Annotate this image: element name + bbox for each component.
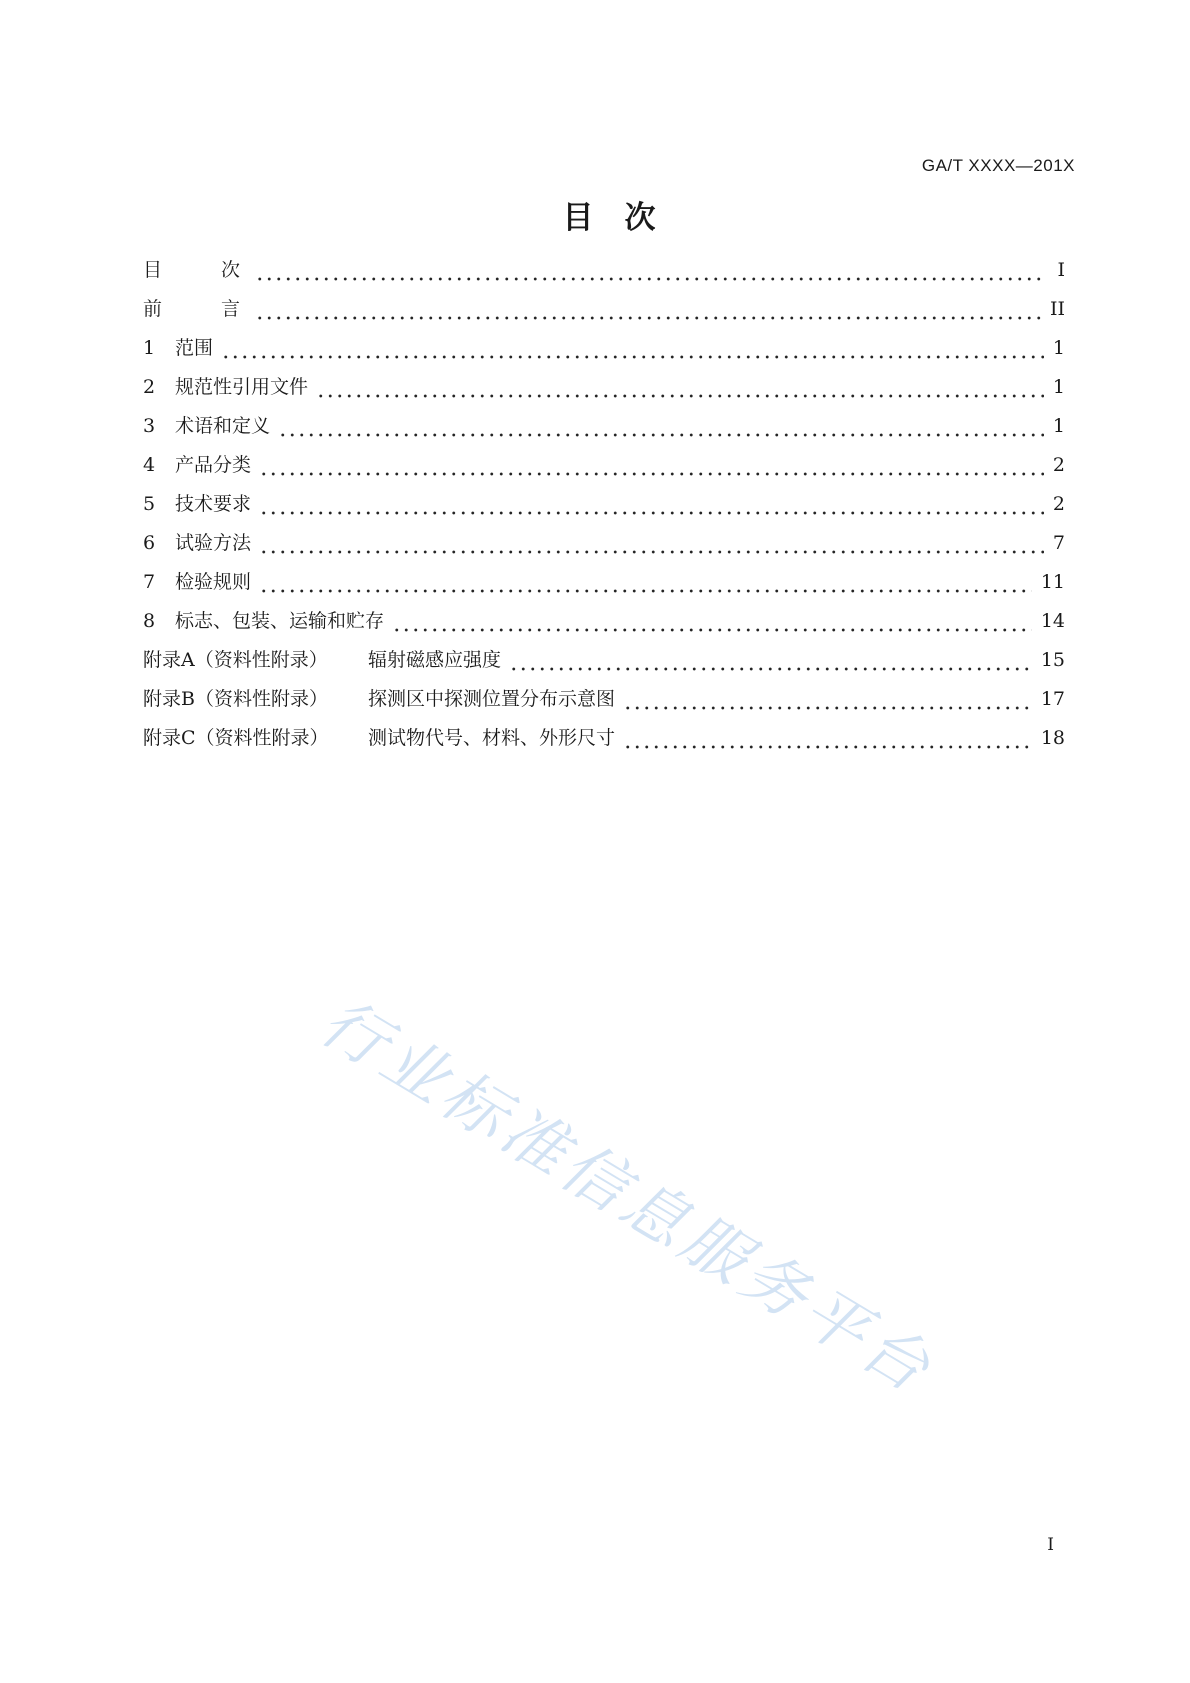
toc-entry-title: 前 言 xyxy=(143,298,248,320)
toc-entry-4 xyxy=(143,446,1065,485)
dot-leader xyxy=(257,446,1044,485)
toc-appendix-label: 附录C（资料性附录） xyxy=(143,727,329,749)
dot-leader xyxy=(257,524,1044,563)
toc-page-number: 11 xyxy=(1040,571,1065,593)
dot-leader xyxy=(390,602,1032,641)
toc-entry-1 xyxy=(143,329,1065,368)
toc-page-number: 1 xyxy=(1052,337,1065,359)
toc-entry-number: 7 xyxy=(143,571,156,593)
toc-entry-title: 标志、包装、运输和贮存 xyxy=(175,610,385,632)
dot-leader xyxy=(257,563,1032,602)
toc-entry-appendix-a xyxy=(143,641,1065,680)
toc-entry-title: 检验规则 xyxy=(175,571,252,593)
toc-page-number: 2 xyxy=(1052,493,1065,515)
table-of-contents xyxy=(143,251,1065,758)
footer-page-number: I xyxy=(1047,1535,1054,1555)
dot-leader xyxy=(621,680,1032,719)
toc-entry-foreword xyxy=(143,290,1065,329)
toc-entry-2 xyxy=(143,368,1065,407)
dot-leader xyxy=(276,407,1044,446)
toc-entry-8 xyxy=(143,602,1065,641)
toc-page-number: 7 xyxy=(1052,532,1065,554)
toc-page-number: 2 xyxy=(1052,454,1065,476)
toc-entry-number: 6 xyxy=(143,532,156,554)
dot-leader xyxy=(621,719,1032,758)
toc-entry-appendix-c xyxy=(143,719,1065,758)
toc-entry-number: 8 xyxy=(143,610,156,632)
toc-entry-number: 2 xyxy=(143,376,156,398)
watermark: 行业标准信息服务平台 xyxy=(307,985,946,1410)
dot-leader xyxy=(219,329,1044,368)
toc-page-number: 17 xyxy=(1040,688,1065,710)
standard-code: GA/T XXXX—201X xyxy=(921,156,1075,175)
toc-entry-3 xyxy=(143,407,1065,446)
toc-entry-contents xyxy=(143,251,1065,290)
toc-entry-5 xyxy=(143,485,1065,524)
toc-entry-number: 4 xyxy=(143,454,156,476)
toc-appendix-label: 附录A（资料性附录） xyxy=(143,649,328,671)
toc-entry-number: 1 xyxy=(143,337,156,359)
page-title: 目 次 xyxy=(562,200,656,236)
dot-leader xyxy=(257,485,1044,524)
toc-page-number: II xyxy=(1049,298,1065,320)
toc-page-number: 15 xyxy=(1040,649,1065,671)
toc-entry-number: 5 xyxy=(143,493,156,515)
toc-entry-7 xyxy=(143,563,1065,602)
toc-entry-title: 目 次 xyxy=(143,259,248,281)
toc-entry-title: 产品分类 xyxy=(175,454,252,476)
toc-page-number: 1 xyxy=(1052,415,1065,437)
toc-page-number: 1 xyxy=(1052,376,1065,398)
toc-entry-title: 试验方法 xyxy=(175,532,252,554)
toc-entry-title: 范围 xyxy=(175,337,214,359)
toc-entry-6 xyxy=(143,524,1065,563)
toc-appendix-label: 附录B（资料性附录） xyxy=(143,688,328,710)
toc-entry-title: 术语和定义 xyxy=(175,415,271,437)
dot-leader xyxy=(314,368,1044,407)
toc-page-number: I xyxy=(1057,259,1065,281)
toc-entry-title: 技术要求 xyxy=(175,493,252,515)
toc-entry-number: 3 xyxy=(143,415,156,437)
toc-entry-appendix-b xyxy=(143,680,1065,719)
toc-page-number: 18 xyxy=(1040,727,1065,749)
dot-leader xyxy=(253,251,1044,290)
dot-leader xyxy=(507,641,1032,680)
toc-entry-title: 辐射磁感应强度 xyxy=(368,649,502,671)
toc-entry-title: 规范性引用文件 xyxy=(175,376,309,398)
toc-entry-title: 测试物代号、材料、外形尺寸 xyxy=(368,727,616,749)
toc-entry-title: 探测区中探测位置分布示意图 xyxy=(368,688,616,710)
dot-leader xyxy=(253,290,1041,329)
toc-page-number: 14 xyxy=(1040,610,1065,632)
